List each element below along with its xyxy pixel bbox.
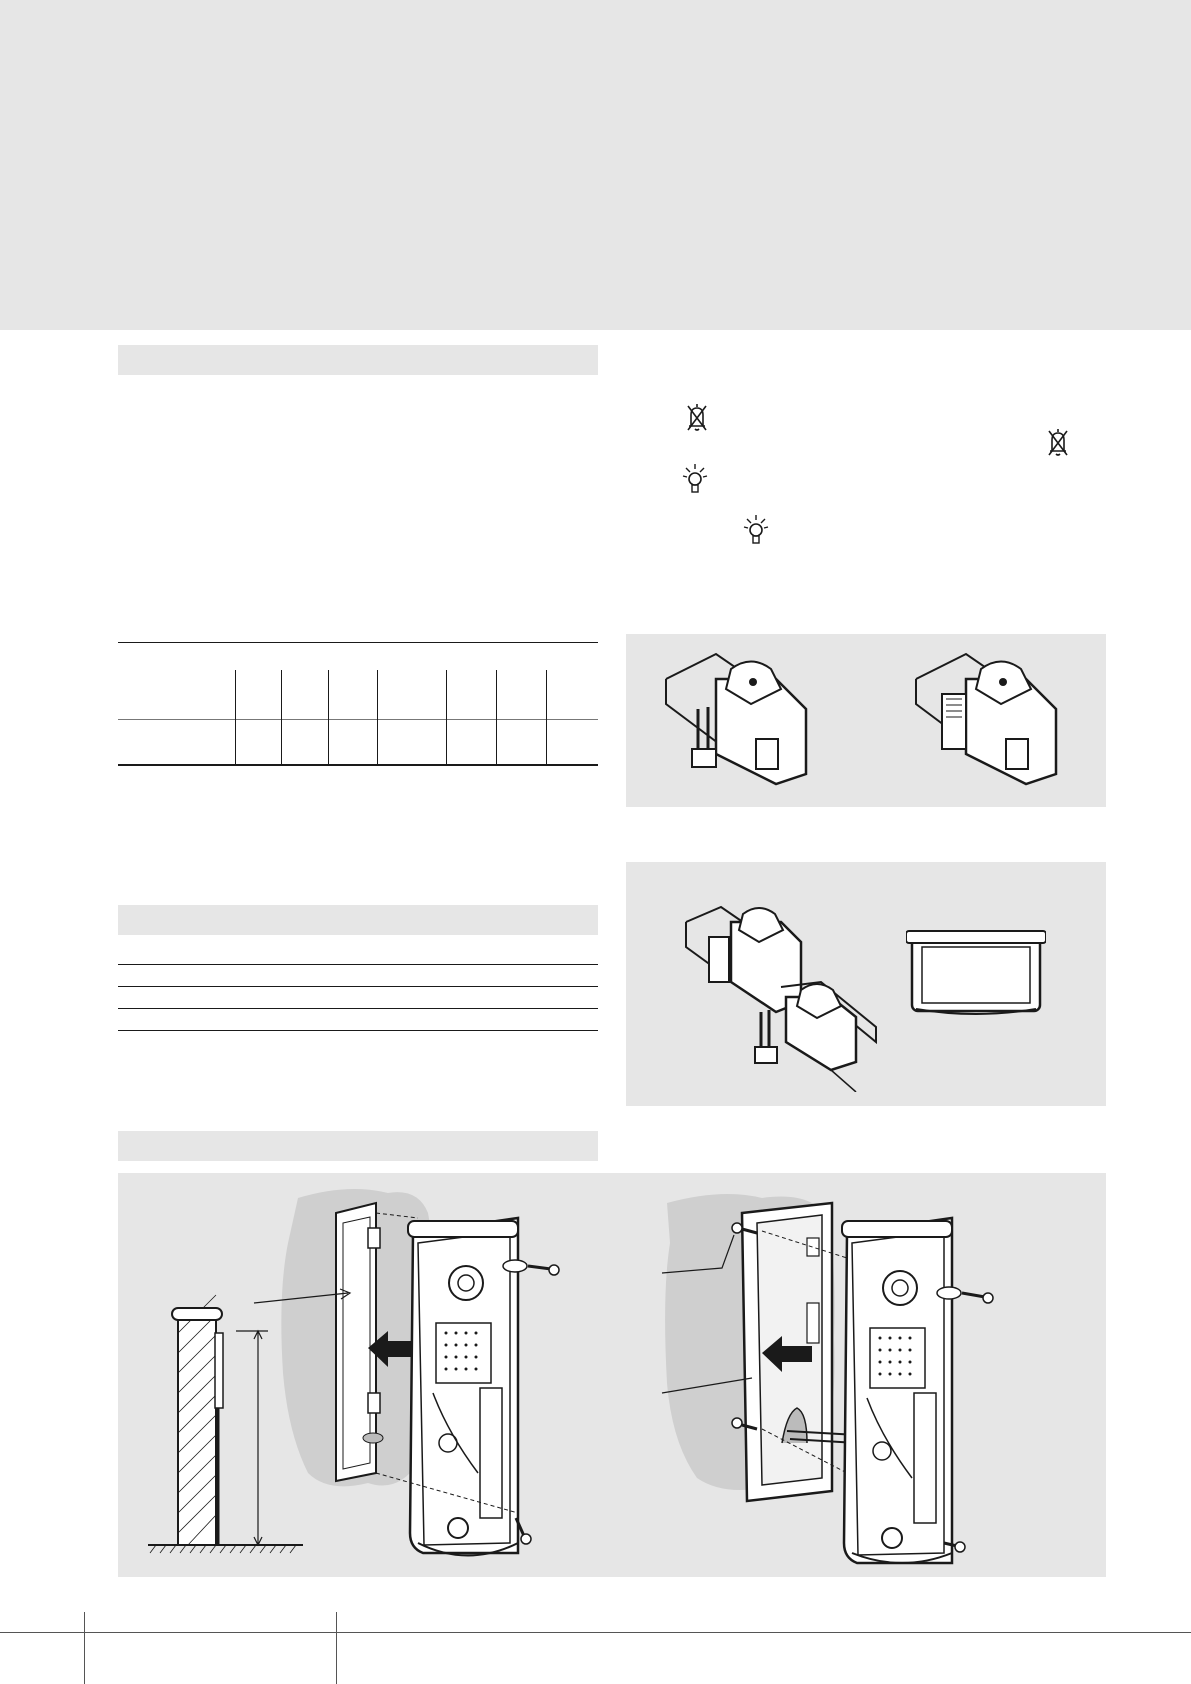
terminal-cascade-panel xyxy=(626,862,1106,1106)
jumper-terminal-figure-closed xyxy=(906,649,1076,789)
name-card-figure xyxy=(906,927,1046,1017)
section-title-bar-3 xyxy=(118,1131,598,1161)
bell-crossed-icon xyxy=(1045,425,1071,459)
jumper-terminals-panel xyxy=(626,634,1106,807)
installation-panel xyxy=(118,1173,1106,1577)
footer-divider-2 xyxy=(336,1612,337,1684)
jumper-terminal-figure-open xyxy=(656,649,826,789)
section-title-bar-2 xyxy=(118,905,598,935)
terminal-block-cascade-figure xyxy=(681,902,896,1092)
footer-rule xyxy=(0,1632,1191,1633)
ruled-list xyxy=(118,964,598,1034)
bell-crossed-icon xyxy=(684,400,710,434)
footer-divider-1 xyxy=(84,1612,85,1684)
header-band xyxy=(0,0,1191,330)
flush-mount-installation-figure xyxy=(612,1173,1106,1577)
specification-table xyxy=(118,642,598,766)
section-title-bar-1 xyxy=(118,345,598,375)
light-bulb-icon xyxy=(682,462,708,496)
light-bulb-icon xyxy=(743,513,769,547)
